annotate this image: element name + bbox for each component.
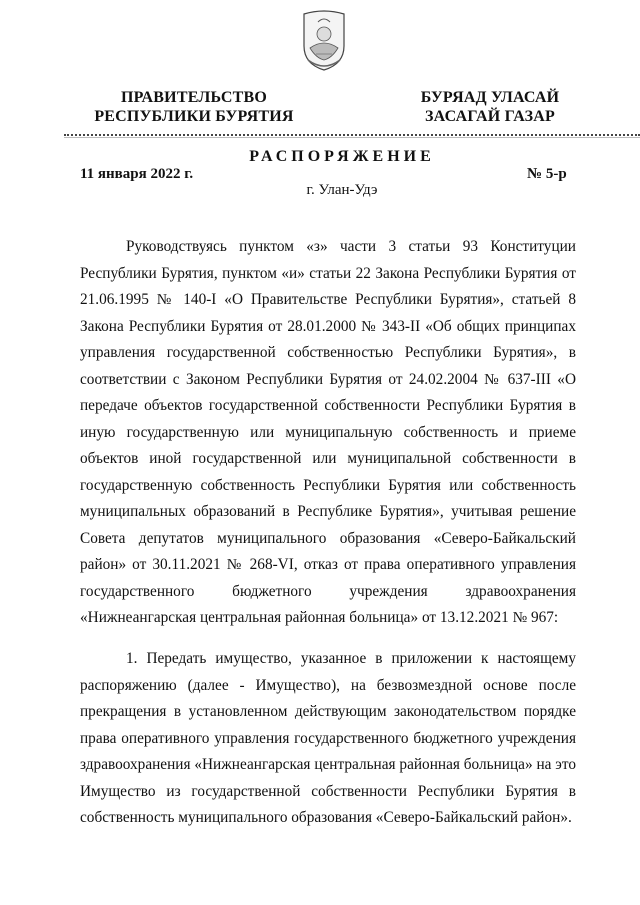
government-name-buryat-line1: БУРЯАД УЛАСАЙ [420, 89, 560, 106]
government-name [84, 88, 304, 126]
government-name-line1: ПРАВИТЕЛЬСТВО [120, 89, 268, 106]
government-name-line2: РЕСПУБЛИКИ БУРЯТИЯ [94, 108, 294, 125]
government-name-buryat [400, 88, 580, 126]
document-title: РАСПОРЯЖЕНИЕ [249, 148, 435, 165]
body-paragraph-preamble: Руководствуясь пунктом «з» части 3 статьи 93 Конституции Республики Бурятия, пунктом «и» статьи 22 Закона Республики Бурятия от 21.06.1995 № 140-I «О Правительстве Республики Бурятия», статьей 8 Закона Республики Бурятия от 28.01.2000 № 343-II «Об общих принципах управления государственной собственностью Республики Бурятия», в соответствии с Законом Республики Бурятия от 24.02.2004 № 637-III «О передаче объектов государственной собственности Республики Бурятия в иную государственную или муниципальную собственность и приеме объектов иной государственной или муниципальной собственности в государственную собственность Республики Бурятия или собственность муниципальных образований в Республике Бурятия», учитывая решение Совета депутатов муниципального образования «Северо-Байкальский район» от 30.11.2021 № 268-VI, отказ от права оперативного управления государственного бюджетного учреждения здравоохранения «Нижнеангарская центральная районная больница» от 13.12.2021 № 967: [80, 238, 576, 626]
document-number: № 5-р [527, 166, 567, 182]
body-paragraph-item-1: 1. Передать имущество, указанное в приложении к настоящему распоряжению (далее - Имущество), на безвозмездной основе после прекращения в установленном действующим законодательством порядке права оперативного управления государственного бюджетного учреждения здравоохранения «Нижнеангарская центральная районная больница» на это Имущество из государственной собственности Республики Бурятия в собственность муниципального образования «Северо-Байкальский район». [80, 650, 576, 826]
coat-of-arms-icon [296, 8, 352, 74]
header-divider-thin [64, 137, 640, 138]
document-city: г. Улан-Удэ [306, 182, 378, 198]
header-divider [64, 134, 640, 136]
document-date: 11 января 2022 г. [80, 166, 194, 182]
government-name-buryat-line2: ЗАСАГАЙ ГАЗАР [425, 108, 555, 125]
